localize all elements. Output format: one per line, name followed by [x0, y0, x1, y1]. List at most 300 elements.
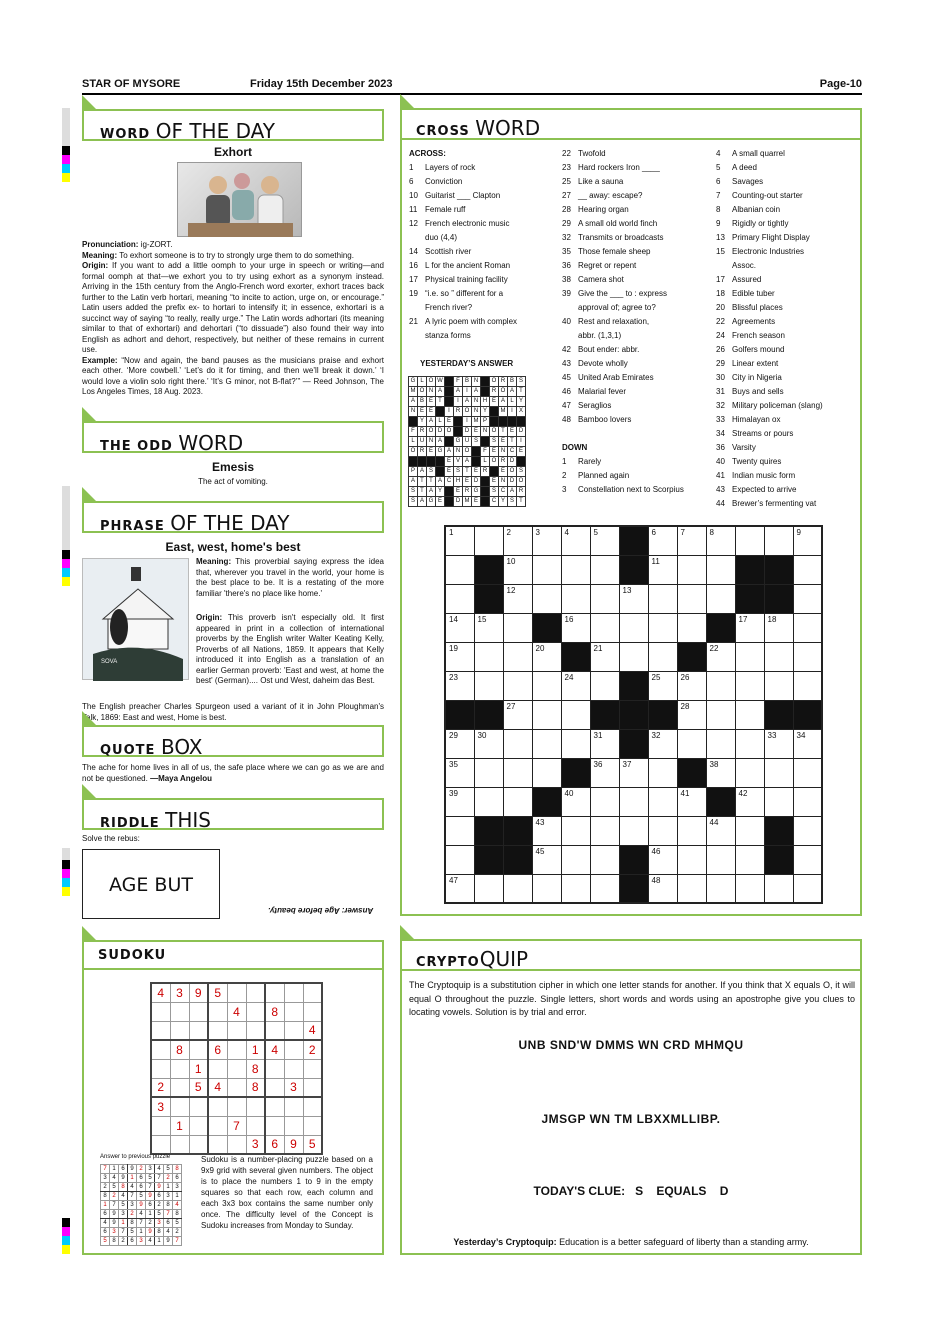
- grid-cell[interactable]: [648, 613, 677, 642]
- sudoku-cell[interactable]: [265, 1078, 284, 1097]
- grid-cell[interactable]: [793, 874, 822, 903]
- sudoku-cell[interactable]: [284, 1002, 303, 1021]
- grid-cell[interactable]: [474, 874, 503, 903]
- grid-cell[interactable]: [619, 787, 648, 816]
- sudoku-cell[interactable]: [284, 1021, 303, 1040]
- phrase-origin: Origin: This proverb isn't especially old. It first appeared in print in a collection of international proverbs by the English writer Walter Keating Kelly, Proverbs of all Nations, 1859. It appears that Kelly introduced it into English as a translation of an earlier German proverb: 'East and west, at home the best' (German).... Ost und West, daheim das Best.: [196, 613, 384, 685]
- grid-cell[interactable]: [619, 613, 648, 642]
- sudoku-instructions: Sudoku is a number-placing puzzle based on a 9x9 grid with several given numbers. The object is to place the numbers 1 to 9 in the empty squares so that each row, each column and each 3x3 box contains the same number only once. The difficulty level of the Concept is Sudoku increases from Monday to Sunday.: [201, 1155, 373, 1230]
- clue: [562, 203, 712, 217]
- grid-cell[interactable]: [735, 758, 764, 787]
- grid-cell[interactable]: 12: [503, 584, 532, 613]
- clue-number: 16: [409, 261, 418, 270]
- sudoku-cell[interactable]: [284, 1040, 303, 1059]
- answer-cell: 3: [155, 1219, 164, 1228]
- clue-number: 23: [562, 163, 571, 172]
- clue-number: 45: [562, 373, 571, 382]
- grid-cell[interactable]: 25: [648, 671, 677, 700]
- answer-cell: 6: [137, 1183, 146, 1192]
- grid-cell[interactable]: [503, 642, 532, 671]
- sudoku-cell[interactable]: [170, 1002, 189, 1021]
- grid-cell[interactable]: 43: [532, 816, 561, 845]
- grid-cell[interactable]: 45: [532, 845, 561, 874]
- sudoku-cell[interactable]: [227, 1021, 246, 1040]
- grid-cell[interactable]: [793, 555, 822, 584]
- sudoku-cell[interactable]: [265, 1059, 284, 1078]
- grid-cell[interactable]: 27: [503, 700, 532, 729]
- clue: [562, 399, 712, 413]
- answer-cell: 4: [110, 1174, 119, 1183]
- answer-cell: I: [454, 397, 463, 407]
- sudoku-cell[interactable]: [151, 1040, 170, 1059]
- grid-cell[interactable]: [735, 526, 764, 555]
- clue-text: United Arab Emirates: [578, 373, 654, 382]
- answer-cell: A: [427, 487, 436, 497]
- grid-cell[interactable]: [503, 671, 532, 700]
- grid-cell[interactable]: 32: [648, 729, 677, 758]
- black-cell: [764, 816, 793, 845]
- sudoku-cell[interactable]: 4: [151, 983, 170, 1002]
- answer-cell: E: [472, 467, 481, 477]
- sudoku-cell[interactable]: 2: [303, 1040, 322, 1059]
- grid-cell[interactable]: [735, 700, 764, 729]
- sudoku-cell[interactable]: 5: [189, 1078, 208, 1097]
- sudoku-cell[interactable]: [170, 1059, 189, 1078]
- grid-cell[interactable]: [735, 874, 764, 903]
- clue: [409, 301, 559, 315]
- grid-cell[interactable]: [445, 584, 474, 613]
- sudoku-cell[interactable]: [151, 1116, 170, 1135]
- clue-text: Counting-out starter: [732, 191, 803, 200]
- grid-cell[interactable]: 20: [532, 642, 561, 671]
- sudoku-cell[interactable]: [170, 1135, 189, 1154]
- grid-cell[interactable]: [648, 642, 677, 671]
- sudoku-cell[interactable]: [227, 1097, 246, 1116]
- black-cell: [481, 437, 490, 447]
- grid-cell[interactable]: [445, 555, 474, 584]
- grid-cell[interactable]: 47: [445, 874, 474, 903]
- grid-cell[interactable]: [793, 787, 822, 816]
- grid-cell[interactable]: [619, 816, 648, 845]
- grid-cell[interactable]: 35: [445, 758, 474, 787]
- grid-cell[interactable]: [793, 584, 822, 613]
- answer-cell: A: [418, 497, 427, 507]
- grid-cell[interactable]: [764, 526, 793, 555]
- grid-cell[interactable]: 10: [503, 555, 532, 584]
- grid-cell[interactable]: [474, 787, 503, 816]
- sudoku-cell[interactable]: [303, 1078, 322, 1097]
- grid-cell[interactable]: [677, 816, 706, 845]
- grid-cell[interactable]: [735, 845, 764, 874]
- grid-cell[interactable]: [590, 555, 619, 584]
- sudoku-cell[interactable]: [189, 1135, 208, 1154]
- answer-cell: S: [472, 437, 481, 447]
- grid-cell[interactable]: [590, 584, 619, 613]
- grid-cell[interactable]: [561, 729, 590, 758]
- grid-cell[interactable]: 37: [619, 758, 648, 787]
- black-cell: [445, 377, 454, 387]
- clue: [562, 483, 712, 497]
- answer-cell: R: [499, 377, 508, 387]
- grid-cell[interactable]: [590, 671, 619, 700]
- sudoku-cell[interactable]: [189, 1021, 208, 1040]
- clue-number: 39: [562, 289, 571, 298]
- grid-cell[interactable]: [706, 584, 735, 613]
- answer-cell: R: [418, 447, 427, 457]
- sudoku-cell[interactable]: 4: [265, 1040, 284, 1059]
- grid-cell[interactable]: 39: [445, 787, 474, 816]
- clue-number: 1: [409, 163, 414, 172]
- black-cell: [619, 729, 648, 758]
- grid-cell[interactable]: [706, 671, 735, 700]
- grid-cell[interactable]: 4: [561, 526, 590, 555]
- sudoku-cell[interactable]: 7: [227, 1116, 246, 1135]
- sudoku-cell[interactable]: 2: [151, 1078, 170, 1097]
- grid-cell[interactable]: [677, 845, 706, 874]
- sudoku-cell[interactable]: [246, 1021, 265, 1040]
- grid-cell[interactable]: [561, 584, 590, 613]
- grid-cell[interactable]: [561, 700, 590, 729]
- grid-cell[interactable]: 17: [735, 613, 764, 642]
- answer-cell: E: [508, 427, 517, 437]
- grid-cell[interactable]: [503, 613, 532, 642]
- sudoku-cell[interactable]: [208, 1116, 227, 1135]
- sudoku-cell[interactable]: 4: [227, 1002, 246, 1021]
- answer-cell: D: [508, 457, 517, 467]
- grid-cell[interactable]: [764, 787, 793, 816]
- grid-cell[interactable]: 42: [735, 787, 764, 816]
- sudoku-cell[interactable]: [189, 1040, 208, 1059]
- grid-cell[interactable]: [619, 642, 648, 671]
- sudoku-cell[interactable]: [265, 1097, 284, 1116]
- grid-cell[interactable]: [793, 816, 822, 845]
- grid-cell[interactable]: 18: [764, 613, 793, 642]
- grid-cell[interactable]: [503, 758, 532, 787]
- grid-cell[interactable]: [764, 758, 793, 787]
- answer-cell: 5: [119, 1201, 128, 1210]
- grid-cell[interactable]: [706, 729, 735, 758]
- sudoku-cell[interactable]: 1: [189, 1059, 208, 1078]
- sudoku-cell[interactable]: [265, 983, 284, 1002]
- answer-cell: Y: [418, 417, 427, 427]
- sudoku-cell[interactable]: [303, 1116, 322, 1135]
- grid-cell[interactable]: 14: [445, 613, 474, 642]
- grid-cell[interactable]: [735, 642, 764, 671]
- answer-cell: 6: [101, 1210, 110, 1219]
- sudoku-cell[interactable]: [246, 983, 265, 1002]
- grid-cell[interactable]: 33: [764, 729, 793, 758]
- grid-cell[interactable]: [648, 758, 677, 787]
- sudoku-cell[interactable]: [265, 1116, 284, 1135]
- sudoku-cell[interactable]: [284, 1097, 303, 1116]
- clue-text: Edible tuber: [732, 289, 775, 298]
- clue-text: Bamboo lovers: [578, 415, 632, 424]
- black-cell: [706, 613, 735, 642]
- grid-cell[interactable]: 6: [648, 526, 677, 555]
- black-cell: [490, 417, 499, 427]
- grid-cell[interactable]: 23: [445, 671, 474, 700]
- grid-cell[interactable]: 28: [677, 700, 706, 729]
- crossword-heading: CROSS WORD: [400, 108, 862, 140]
- grid-cell[interactable]: 30: [474, 729, 503, 758]
- grid-cell[interactable]: 19: [445, 642, 474, 671]
- grid-cell[interactable]: 24: [561, 671, 590, 700]
- black-cell: [793, 700, 822, 729]
- grid-cell[interactable]: [735, 816, 764, 845]
- grid-cell[interactable]: 2: [503, 526, 532, 555]
- clue-number: 19: [409, 289, 418, 298]
- grid-cell[interactable]: 9: [793, 526, 822, 555]
- sudoku-cell[interactable]: 6: [208, 1040, 227, 1059]
- sudoku-cell[interactable]: 9: [284, 1135, 303, 1154]
- sudoku-cell[interactable]: [227, 1059, 246, 1078]
- black-cell: [561, 642, 590, 671]
- sudoku-cell[interactable]: [284, 1059, 303, 1078]
- grid-cell[interactable]: [561, 874, 590, 903]
- sudoku-cell[interactable]: [208, 1002, 227, 1021]
- grid-cell[interactable]: [793, 671, 822, 700]
- grid-cell[interactable]: [764, 671, 793, 700]
- sudoku-cell[interactable]: [246, 1116, 265, 1135]
- grid-cell[interactable]: 5: [590, 526, 619, 555]
- answer-cell: U: [463, 437, 472, 447]
- sudoku-cell[interactable]: 1: [246, 1040, 265, 1059]
- clue-text: L for the ancient Roman: [425, 261, 511, 270]
- answer-cell: 7: [164, 1210, 173, 1219]
- sudoku-cell[interactable]: 5: [208, 983, 227, 1002]
- clue-text: Assoc.: [732, 261, 757, 270]
- clue: [562, 217, 712, 231]
- sudoku-cell[interactable]: 8: [170, 1040, 189, 1059]
- sudoku-cell[interactable]: [284, 1116, 303, 1135]
- grid-cell[interactable]: [561, 555, 590, 584]
- grid-cell[interactable]: 21: [590, 642, 619, 671]
- grid-cell[interactable]: 31: [590, 729, 619, 758]
- sudoku-cell[interactable]: [246, 1097, 265, 1116]
- sudoku-cell[interactable]: 3: [246, 1135, 265, 1154]
- grid-cell[interactable]: [706, 845, 735, 874]
- grid-cell[interactable]: [474, 526, 503, 555]
- sudoku-cell[interactable]: 9: [189, 983, 208, 1002]
- grid-cell[interactable]: 7: [677, 526, 706, 555]
- clue-number: 17: [716, 275, 725, 284]
- sudoku-cell[interactable]: [170, 1078, 189, 1097]
- grid-cell[interactable]: [764, 874, 793, 903]
- answer-cell: E: [436, 497, 445, 507]
- answer-cell: 5: [137, 1192, 146, 1201]
- crossword-grid[interactable]: [444, 525, 823, 904]
- grid-cell[interactable]: [793, 845, 822, 874]
- sudoku-cell[interactable]: [189, 1116, 208, 1135]
- sudoku-cell[interactable]: [170, 1097, 189, 1116]
- grid-cell[interactable]: 38: [706, 758, 735, 787]
- grid-cell[interactable]: 13: [619, 584, 648, 613]
- sudoku-cell[interactable]: [303, 1097, 322, 1116]
- grid-cell[interactable]: 15: [474, 613, 503, 642]
- answer-cell: I: [463, 387, 472, 397]
- grid-cell[interactable]: [532, 584, 561, 613]
- grid-cell[interactable]: [474, 671, 503, 700]
- sudoku-cell[interactable]: [208, 1097, 227, 1116]
- grid-cell[interactable]: [503, 787, 532, 816]
- phrase-heading: PHRASE OF THE DAY: [82, 501, 384, 533]
- sudoku-cell[interactable]: [208, 1059, 227, 1078]
- sudoku-cell[interactable]: [151, 1135, 170, 1154]
- sudoku-cell[interactable]: [303, 983, 322, 1002]
- sudoku-cell[interactable]: 8: [246, 1078, 265, 1097]
- grid-cell[interactable]: [532, 874, 561, 903]
- grid-cell[interactable]: [735, 671, 764, 700]
- grid-cell[interactable]: 34: [793, 729, 822, 758]
- clue-number: 6: [409, 177, 414, 186]
- answer-cell: T: [418, 477, 427, 487]
- grid-cell[interactable]: [590, 787, 619, 816]
- clue: [716, 497, 862, 511]
- grid-cell[interactable]: [764, 642, 793, 671]
- grid-cell[interactable]: 41: [677, 787, 706, 816]
- grid-cell[interactable]: 16: [561, 613, 590, 642]
- grid-cell[interactable]: [445, 816, 474, 845]
- grid-cell[interactable]: 11: [648, 555, 677, 584]
- sudoku-cell[interactable]: 8: [246, 1059, 265, 1078]
- grid-cell[interactable]: 26: [677, 671, 706, 700]
- answer-cell: 6: [137, 1174, 146, 1183]
- grid-cell[interactable]: [706, 874, 735, 903]
- answer-cell: 1: [110, 1165, 119, 1174]
- answer-cell: 4: [164, 1228, 173, 1237]
- riddle-heading: RIDDLE THIS: [82, 798, 384, 830]
- grid-cell[interactable]: [503, 874, 532, 903]
- sudoku-cell[interactable]: [151, 1021, 170, 1040]
- answer-cell: E: [490, 447, 499, 457]
- grid-cell[interactable]: [532, 729, 561, 758]
- grid-cell[interactable]: [474, 642, 503, 671]
- sudoku-cell[interactable]: 4: [208, 1078, 227, 1097]
- grid-cell[interactable]: 46: [648, 845, 677, 874]
- sudoku-cell[interactable]: 4: [303, 1021, 322, 1040]
- answer-cell: Y: [436, 487, 445, 497]
- answer-cell: 9: [146, 1228, 155, 1237]
- grid-cell[interactable]: [648, 816, 677, 845]
- grid-cell[interactable]: [532, 671, 561, 700]
- sudoku-cell[interactable]: [227, 983, 246, 1002]
- grid-cell[interactable]: [590, 613, 619, 642]
- answer-cell: L: [418, 377, 427, 387]
- answer-cell: 7: [173, 1237, 182, 1246]
- grid-cell[interactable]: [648, 584, 677, 613]
- sudoku-cell[interactable]: [303, 1059, 322, 1078]
- grid-cell[interactable]: 22: [706, 642, 735, 671]
- clue: [409, 245, 559, 259]
- grid-cell[interactable]: 36: [590, 758, 619, 787]
- grid-cell[interactable]: [735, 729, 764, 758]
- grid-cell[interactable]: [590, 816, 619, 845]
- grid-cell[interactable]: [532, 700, 561, 729]
- sudoku-cell[interactable]: [151, 1059, 170, 1078]
- grid-cell[interactable]: [706, 555, 735, 584]
- sudoku-cell[interactable]: 6: [265, 1135, 284, 1154]
- sudoku-cell[interactable]: [189, 1097, 208, 1116]
- grid-cell[interactable]: [677, 874, 706, 903]
- grid-cell[interactable]: 1: [445, 526, 474, 555]
- clue-number: 29: [562, 219, 571, 228]
- clue: [716, 315, 862, 329]
- grid-cell[interactable]: 29: [445, 729, 474, 758]
- grid-cell[interactable]: [561, 816, 590, 845]
- clue-text: Hard rockers Iron ____: [578, 163, 660, 172]
- clue-number: 33: [716, 415, 725, 424]
- grid-cell[interactable]: [474, 758, 503, 787]
- answer-cell: R: [418, 427, 427, 437]
- grid-cell[interactable]: [793, 642, 822, 671]
- clue-text: Like a sauna: [578, 177, 624, 186]
- clue-text: Golfers mound: [732, 345, 785, 354]
- grid-cell[interactable]: [590, 874, 619, 903]
- grid-cell[interactable]: [793, 758, 822, 787]
- answer-cell: 7: [146, 1183, 155, 1192]
- black-cell: [409, 417, 418, 427]
- sudoku-cell[interactable]: 3: [284, 1078, 303, 1097]
- grid-cell[interactable]: [677, 555, 706, 584]
- grid-cell[interactable]: [503, 729, 532, 758]
- sudoku-cell[interactable]: [151, 1002, 170, 1021]
- black-cell: [445, 397, 454, 407]
- sudoku-cell[interactable]: [170, 1021, 189, 1040]
- answer-cell: A: [436, 477, 445, 487]
- clue-text: Planned again: [578, 471, 630, 480]
- grid-cell[interactable]: [706, 700, 735, 729]
- grid-cell[interactable]: [793, 613, 822, 642]
- grid-cell[interactable]: [445, 845, 474, 874]
- grid-cell[interactable]: [648, 787, 677, 816]
- sudoku-cell[interactable]: 5: [303, 1135, 322, 1154]
- grid-cell[interactable]: 48: [648, 874, 677, 903]
- grid-cell[interactable]: [561, 845, 590, 874]
- sudoku-cell[interactable]: 8: [265, 1002, 284, 1021]
- grid-cell[interactable]: [677, 584, 706, 613]
- sudoku-cell[interactable]: [227, 1135, 246, 1154]
- sudoku-cell[interactable]: [265, 1021, 284, 1040]
- grid-cell[interactable]: [677, 613, 706, 642]
- sudoku-cell[interactable]: 3: [170, 983, 189, 1002]
- grid-cell[interactable]: [590, 845, 619, 874]
- clue-text: French river?: [425, 303, 473, 312]
- sudoku-cell[interactable]: [189, 1002, 208, 1021]
- grid-cell[interactable]: 8: [706, 526, 735, 555]
- grid-cell[interactable]: 3: [532, 526, 561, 555]
- sudoku-cell[interactable]: [246, 1002, 265, 1021]
- grid-cell[interactable]: 44: [706, 816, 735, 845]
- answer-cell: S: [409, 487, 418, 497]
- sudoku-cell[interactable]: [208, 1021, 227, 1040]
- sudoku-cell[interactable]: 3: [151, 1097, 170, 1116]
- black-cell: [619, 700, 648, 729]
- sudoku-cell[interactable]: [303, 1002, 322, 1021]
- cryptoquip-clue: TODAY'S CLUE: S EQUALS D: [533, 1184, 729, 1198]
- black-cell: [481, 487, 490, 497]
- clue-number: 46: [562, 387, 571, 396]
- sudoku-cell[interactable]: [227, 1078, 246, 1097]
- grid-cell[interactable]: [677, 729, 706, 758]
- clue-text: Conviction: [425, 177, 463, 186]
- sudoku-cell[interactable]: [227, 1040, 246, 1059]
- grid-cell[interactable]: [532, 555, 561, 584]
- sudoku-cell[interactable]: 1: [170, 1116, 189, 1135]
- grid-cell[interactable]: 40: [561, 787, 590, 816]
- sudoku-cell[interactable]: [208, 1135, 227, 1154]
- sudoku-cell[interactable]: [284, 983, 303, 1002]
- grid-cell[interactable]: [532, 758, 561, 787]
